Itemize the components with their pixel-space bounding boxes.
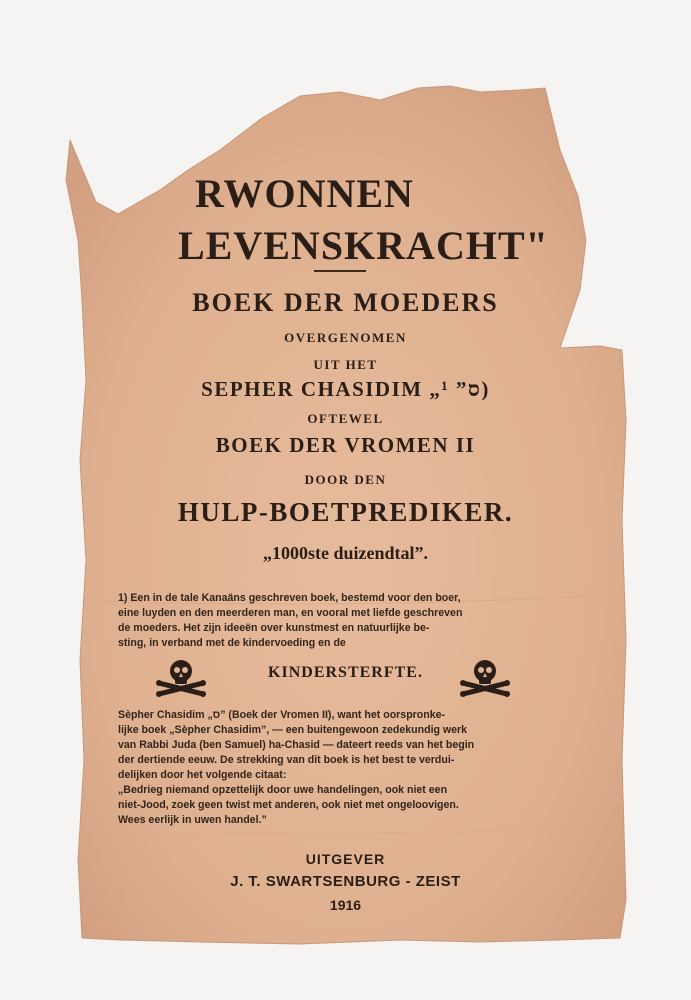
skull-crossbones-icon [460,656,510,700]
title-line-1: RWONNEN [195,171,414,216]
text-overgenomen: OVERGENOMEN [284,330,407,345]
body-line: delijken door het volgende citaat: [118,769,287,781]
body-line: lijke boek „Sèpher Chasidim”, — een buitengewoon zedekundig werk [118,724,468,736]
body-line: Sèpher Chasidim „ס” (Boek der Vromen II), want het oorspronke- [118,709,446,721]
text-boek-der-vromen: BOEK DER VROMEN II [215,433,476,457]
text-sepher-chasidim: SEPHER CHASIDIM „ס” ¹) [201,377,490,401]
text-door-den: DOOR DEN [304,472,387,487]
body-line: van Rabbi Juda (ben Samuel) ha-Chasid — dateert reeds van het begin [118,739,475,751]
author-hulp-boetprediker: HULP-BOETPREDIKER. [177,497,514,527]
edition-label: „1000ste duizendtal”. [262,543,428,563]
footnote-line: 1) Een in de tale Kanaäns geschreven boek, bestemd voor den boer, [118,592,461,604]
title-line-2: LEVENSKRACHT" [178,223,549,268]
body-line: der dertiende eeuw. De strekking van dit boek is het best te verdui- [118,754,455,766]
heading-kindersterfte: KINDERSTERFTE. [268,664,423,681]
body-line: „Bedrieg niemand opzettelijk door uwe handelingen, ook niet een [118,784,448,796]
publisher-label: UITGEVER [305,851,386,867]
text-oftewel: OFTEWEL [307,411,384,426]
body-line: Wees eerlijk in uwen handel.” [118,814,267,826]
footnote-line: sting, in verband met de kindervoeding en de [118,637,346,649]
heading-boek-der-moeders: BOEK DER MOEDERS [192,288,499,317]
publication-year: 1916 [329,897,362,913]
text-uit-het: UIT HET [313,357,378,372]
footnote-paragraph [118,591,558,651]
footnote-line: de moeders. Het zijn ideeën over kunstmest en natuurlijke be- [118,622,430,634]
publisher-name: J. T. SWARTSENBURG - ZEIST [230,873,461,890]
body-line: niet-Jood, zoek geen twist met anderen, ook niet met ongeloovigen. [118,799,459,811]
footnote-line: eine luyden en den meerderen man, en vooral met liefde geschreven [118,607,463,619]
title-divider [314,270,366,272]
body-paragraph [118,708,558,828]
